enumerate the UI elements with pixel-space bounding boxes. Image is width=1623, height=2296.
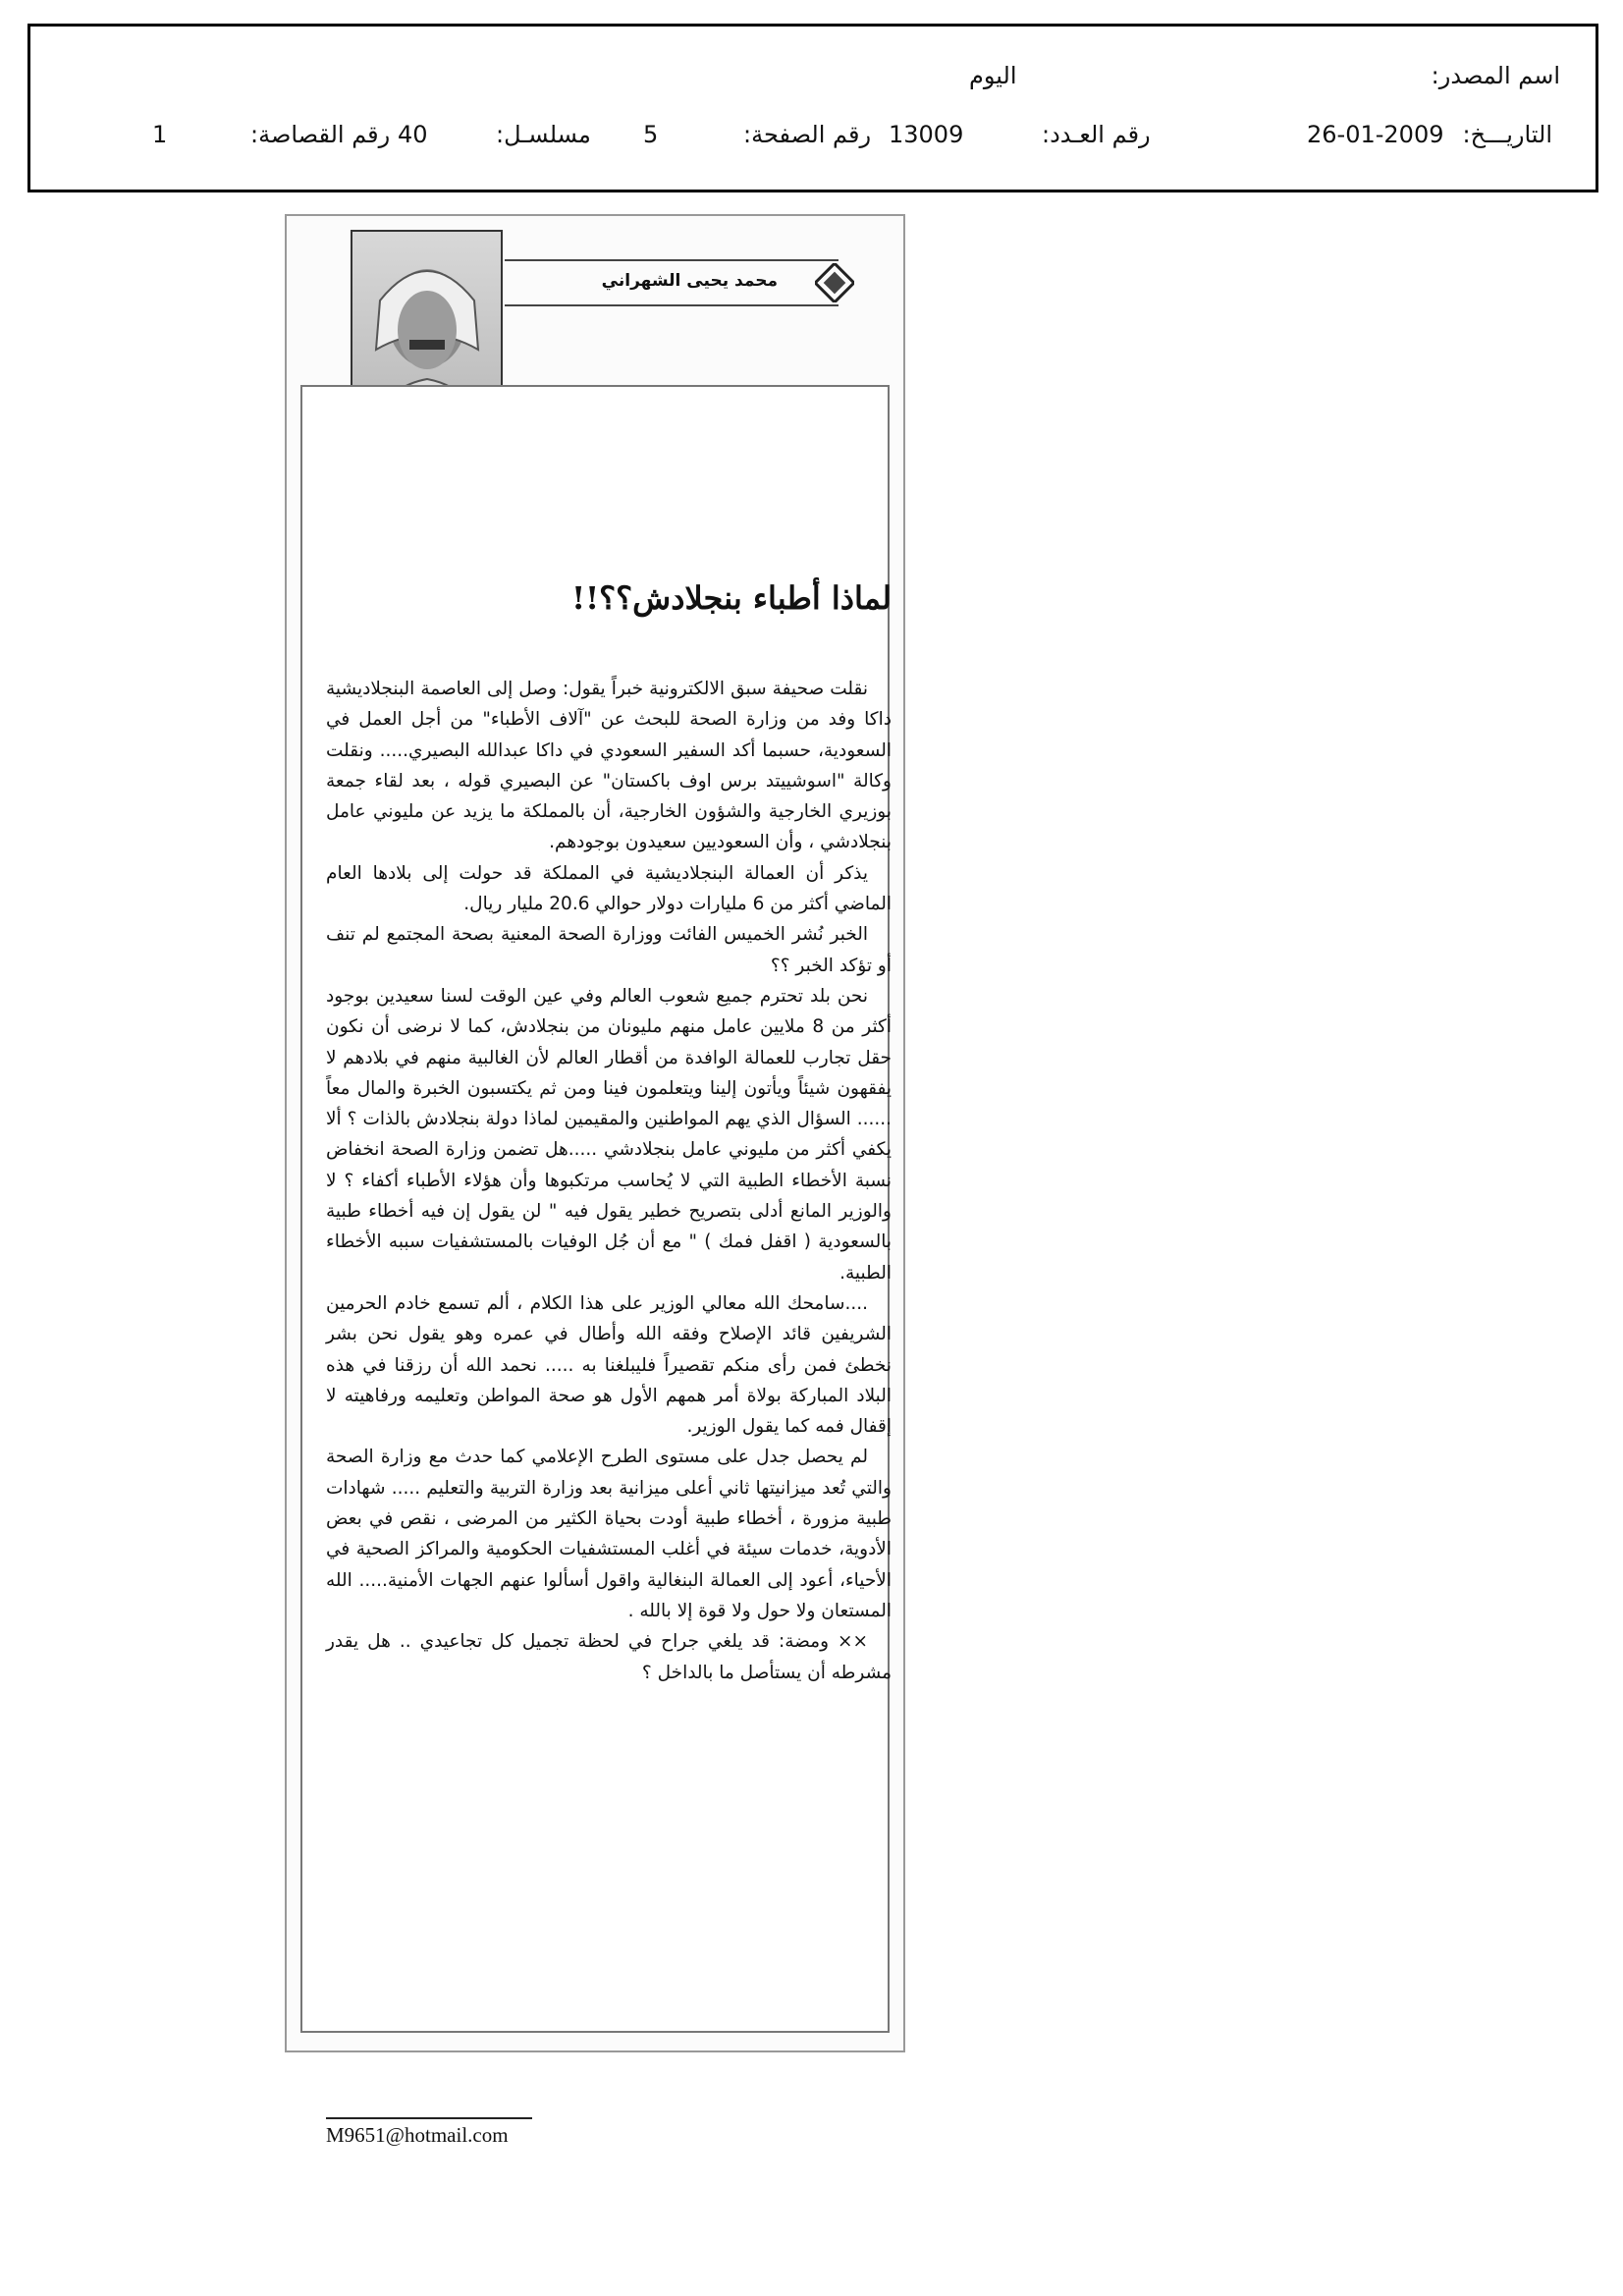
clipping-value: 1	[152, 121, 168, 148]
paragraph: نقلت صحيفة سبق الالكترونية خبراً يقول: وصل إلى العاصمة البنجلاديشية داكا وفد من وزارة الصحة للبحث عن "آلاف الأطباء" من أجل العمل في السعودية، حسبما أكد السفير السعودي في داكا عبدالله البصيري..... ونقلت وكالة "اسوشييتد برس اوف باكستان" عن البصيري قوله ، بعد لقاء جمعة بوزيري الخارجية والشؤون الخارجية، أن بالمملكة ما يزيد عن مليوني عامل بنجلادشي ، وأن السعوديين سعيدون بوجودهم.	[326, 679, 892, 853]
issue-value: 13009	[889, 121, 964, 148]
paragraph: نحن بلد تحترم جميع شعوب العالم وفي عين الوقت لسنا سعيدين بوجود أكثر من 8 ملايين عامل منهم مليونان من بنجلادش، كما لا نرضى أن نكون حقل تجارب للعمالة الوافدة من أقطار العالم لأن الغالبية منهم في بلادهم لا يفقهون شيئاً ويأتون إلينا ويتعلمون فينا ومن ثم يكتسبون الخبرة والمال معاً ...... السؤال الذي يهم المواطنين والمقيمين لماذا دولة بنجلادش بالذات ؟ ألا يكفي أكثر من مليوني عامل بنجلادشي .....هل تضمن وزارة الصحة انخفاض نسبة الأخطاء الطبية التي لا يُحاسب مرتكبوها وأن هؤلاء الأطباء أكفاء ؟ لا والوزير المانع أدلى بتصريح خطير يقول فيه " لن يقول إن فيه أخطاء طبية بالسعودية ( اقفل فمك ) " مع أن جُل الوفيات بالمستشفيات سببه الأخطاء الطبية.	[326, 985, 892, 1284]
issue-label: رقم العـدد:	[1042, 121, 1151, 148]
footer-divider	[326, 2117, 532, 2119]
page-value: 5	[643, 121, 659, 148]
source-label: اسم المصدر:	[1431, 62, 1560, 89]
clipping-label: رقم القصاصة:	[250, 121, 391, 148]
date-label: التاريـــخ:	[1462, 121, 1552, 148]
date-value: 26-01-2009	[1307, 121, 1444, 148]
page-label: رقم الصفحة:	[743, 121, 872, 148]
paragraph: يذكر أن العمالة البنجلاديشية في المملكة قد حولت إلى بلادها العام الماضي أكثر من 6 مليارات دولار حوالي 20.6 مليار ريال.	[326, 862, 892, 915]
serial-value: 40	[398, 121, 428, 148]
clipping-header	[27, 24, 1598, 192]
author-name: محمد يحيى الشهراني	[601, 271, 778, 291]
paragraph: لم يحصل جدل على مستوى الطرح الإعلامي كما حدث مع وزارة الصحة والتي تُعد ميزانيتها ثاني أعلى ميزانية بعد وزارة التربية والتعليم ..... شهادات طبية مزورة ، أخطاء طبية أودت بحياة الكثير من المرضى ، نقص في بعض الأدوية، خدمات سيئة في أغلب المستشفيات الحكومية والمراكز الصحية في الأحياء، أعود إلى العمالة البنغالية واقول أسألوا عنهم الجهات الأمنية..... الله المستعان ولا حول ولا قوة إلا بالله .	[326, 1447, 892, 1621]
paragraph: ×× ومضة: قد يلغي جراح في لحظة تجميل كل تجاعيدي .. هل يقدر مشرطه أن يستأصل ما بالداخل ؟	[326, 1631, 892, 1683]
source-value: اليوم	[969, 62, 1017, 89]
author-email: M9651@hotmail.com	[326, 2123, 509, 2147]
paragraph: ....سامحك الله معالي الوزير على هذا الكلام ، ألم تسمع خادم الحرمين الشريفين قائد الإصلاح وفقه الله وأطال في عمره وهو يقول نحن بشر نخطئ فمن رأى منكم تقصيراً فليبلغنا به ..... نحمد الله أن رزقنا في هذه البلاد المباركة بولاة أمر همهم الأول هو صحة المواطن وتعليمه ورفاهيته لا إقفال فمه كما يقول الوزير.	[326, 1292, 892, 1438]
paragraph: الخبر نُشر الخميس الفائت ووزارة الصحة المعنية بصحة المجتمع لم تنف أو تؤكد الخبر ؟؟	[326, 924, 892, 976]
article-frame	[300, 385, 892, 2147]
article-body	[326, 674, 892, 1688]
article-headline: لماذا أطباء بنجلادش؟؟!!	[571, 579, 892, 617]
column-logo-icon	[815, 263, 854, 302]
serial-label: مسلسـل:	[496, 121, 591, 148]
newspaper-clipping	[285, 214, 905, 2147]
